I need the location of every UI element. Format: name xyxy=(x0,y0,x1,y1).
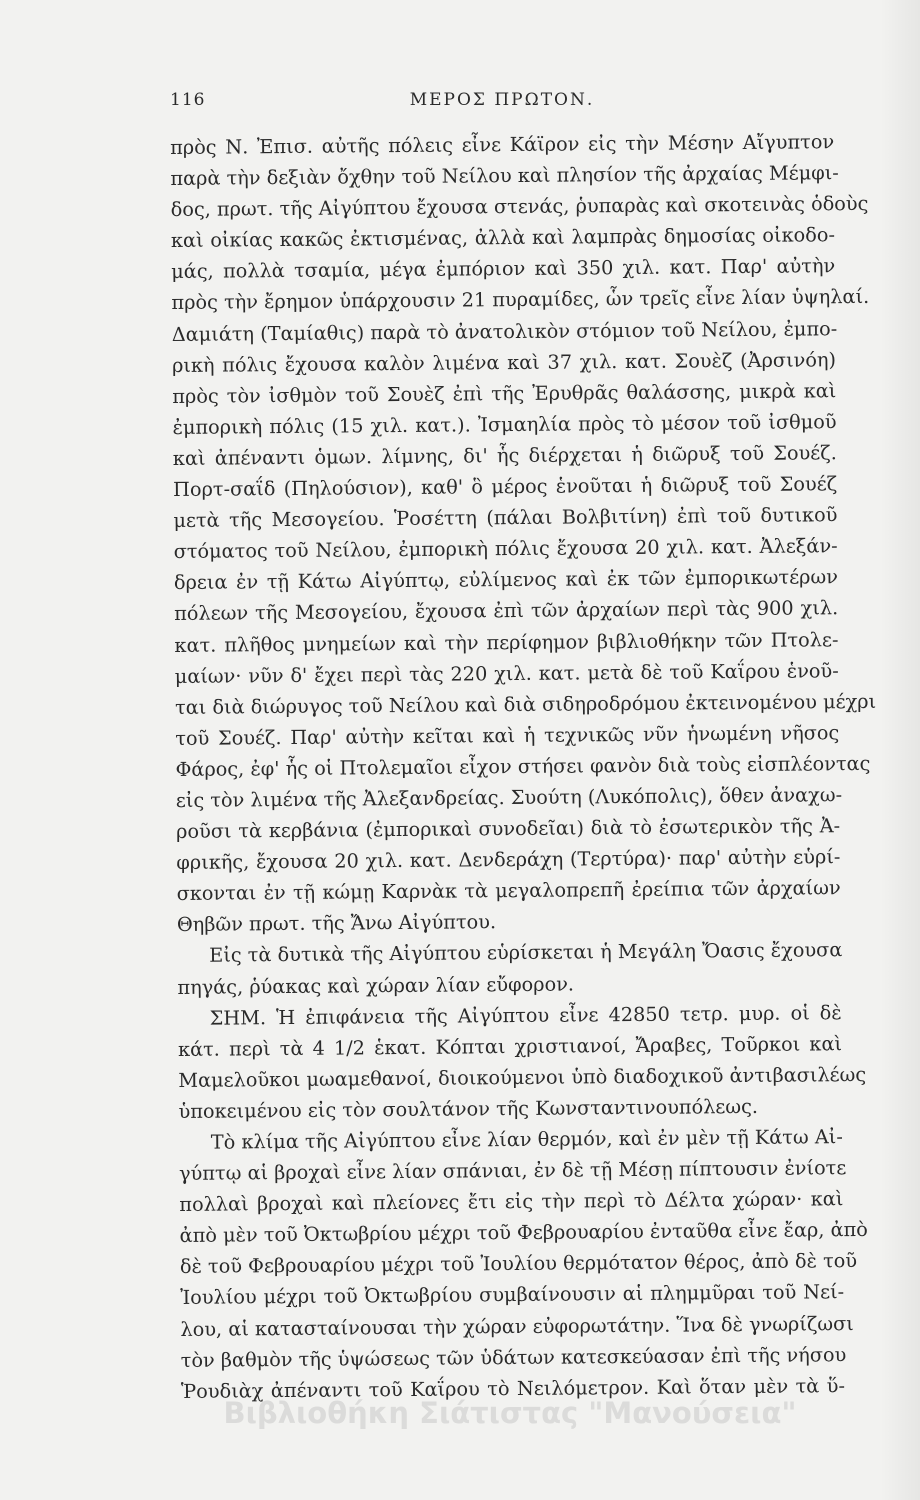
running-head: ΜΕΡΟΣ ΠΡΩΤΟΝ. xyxy=(409,90,595,110)
text-line: παρὰ τὴν δεξιὰν ὄχθην τοῦ Νείλου καὶ πλησίον τῆς ἀρχαίας Μέμφι- xyxy=(170,161,839,191)
text-line: δὲ τοῦ Φεβρουαρίου μέχρι τοῦ Ἰουλίου θερμότατον θέρος, ἀπὸ δὲ τοῦ xyxy=(179,1249,858,1279)
text-line: πρὸς Ν. Ἐπισ. αὐτῆς πόλεις εἶνε Κάϊρον εἰς τὴν Μέσην Αἴγυπτον xyxy=(170,130,835,159)
text-line: γύπτῳ αἱ βροχαὶ εἶνε λίαν σπάνιαι, ἐν δὲ τῇ Μέσῃ πίπτουσιν ἐνίοτε xyxy=(178,1156,847,1186)
text-line: σκονται ἐν τῇ κώμῃ Καρνὰκ τὰ μεγαλοπρεπῆ ἐρείπια τῶν ἀρχαίων xyxy=(176,876,841,906)
text-line: τὸν βαθμὸν τῆς ὑψώσεως τῶν ὑδάτων κατεσκεύασαν ἐπὶ τῆς νήσου xyxy=(180,1342,847,1372)
text-line: Εἰς τὰ δυτικὰ τῆς Αἰγύπτου εὑρίσκεται ἡ Μεγάλη Ὄασις ἔχουσα xyxy=(209,938,843,968)
text-line: ἐμπορικὴ πόλις (15 χιλ. κατ.). Ἰσμαηλία πρὸς τὸ μέσον τοῦ ἰσθμοῦ xyxy=(172,410,837,439)
text-line: κατ. πλῆθος μνημείων καὶ τὴν περίφημον βιβλιοθήκην τῶν Πτολε- xyxy=(174,627,839,657)
page-number: 116 xyxy=(170,90,206,110)
text-line: Φάρος, ἐφ' ἧς οἱ Πτολεμαῖοι εἶχον στήσει φανὸν διὰ τοὺς εἰσπλέοντας xyxy=(175,751,871,781)
text-line: Δαμιάτη (Ταμίαθις) παρὰ τὸ ἀνατολικὸν στόμιον τοῦ Νείλου, ἐμπο- xyxy=(171,316,838,346)
note-line: κάτ. περὶ τὰ 4 1/2 ἑκατ. Κόπται χριστιανοί, Ἄραβες, Τοῦρκοι καὶ xyxy=(177,1031,843,1061)
text-line: καὶ ἀπέναντι ὁμων. λίμνης, δι' ἧς διέρχεται ἡ διῶρυξ τοῦ Σουέζ. xyxy=(172,441,837,470)
page-header xyxy=(170,90,834,118)
text-line: Τὸ κλίμα τῆς Αἰγύπτου εἶνε λίαν θερμόν, καὶ ἐν μὲν τῇ Κάτω Αἰ- xyxy=(210,1125,843,1154)
text-line: Πορτ-σαΐδ (Πηλούσιον), καθ' ὃ μέρος ἑνοῦται ἡ διῶρυξ τοῦ Σουέζ xyxy=(173,472,838,502)
text-line: ρικὴ πόλις ἔχουσα καλὸν λιμένα καὶ 37 χιλ. κατ. Σουὲζ (Ἀρσινόη) xyxy=(171,347,837,377)
text-line: ται διὰ διώρυγος τοῦ Νείλου καὶ διὰ σιδηροδρόμου ἐκτεινομένου μέχρι xyxy=(174,689,877,719)
text-line: λου, αἱ κατασταίνουσαι τὴν χώραν εὐφορωτάτην. Ἵνα δὲ γνωρίζωσι xyxy=(180,1311,854,1341)
text-line: πρὸς τὸν ἰσθμὸν τοῦ Σουὲζ ἐπὶ τῆς Ἐρυθρᾶς θαλάσσης, μικρὰ καὶ xyxy=(172,378,837,408)
text-line: μάς, πολλὰ τσαμία, μέγα ἐμπόριον καὶ 350 χιλ. κατ. Παρ' αὐτὴν xyxy=(171,254,836,284)
text-line: δρεια ἐν τῇ Κάτω Αἰγύπτῳ, εὐλίμενος καὶ ἐκ τῶν ἐμπορικωτέρων xyxy=(173,565,839,595)
text-line: εἰς τὸν λιμένα τῆς Ἀλεξανδρείας. Συούτη (Λυκόπολις), ὅθεν ἀναχω- xyxy=(175,783,843,812)
text-line: πρὸς τὴν ἔρημον ὑπάρχουσιν 21 πυραμίδες, ὧν τρεῖς εἶνε λίαν ὑψηλαί. xyxy=(171,285,870,315)
library-watermark: Βιβλιοθήκη Σιάτιστας "Μανούσεια" xyxy=(223,1396,797,1430)
text-line: δος, πρωτ. τῆς Αἰγύπτου ἔχουσα στενάς, ῥυπαρὰς καὶ σκοτεινὰς ὁδοὺς xyxy=(170,192,869,222)
body-text xyxy=(170,126,877,1407)
text-line: μαίων· νῦν δ' ἔχει περὶ τὰς 220 χιλ. κατ. μετὰ δὲ τοῦ Καΐρου ἑνοῦ- xyxy=(174,658,839,688)
text-line: Ἰουλίου μέχρι τοῦ Ὀκτωβρίου συμβαίνουσιν αἱ πλημμῦραι τοῦ Νεί- xyxy=(180,1280,845,1310)
text-line: Θηβῶν πρωτ. τῆς Ἄνω Αἰγύπτου. xyxy=(176,910,497,937)
text-line: πόλεων τῆς Μεσογείου, ἔχουσα ἐπὶ τῶν ἀρχαίων περὶ τὰς 900 χιλ. xyxy=(174,596,839,626)
text-line: πολλαὶ βροχαὶ καὶ πλείονες ἔτι εἰς τὴν περὶ τὸ Δέλτα χώραν· καὶ xyxy=(179,1187,844,1217)
text-line: ἀπὸ μὲν τοῦ Ὀκτωβρίου μέχρι τοῦ Φεβρουαρίου ἐνταῦθα εἶνε ἔαρ, ἀπὸ xyxy=(179,1218,868,1248)
text-line: φρικῆς, ἔχουσα 20 χιλ. κατ. Δενδεράχη (Τερτύρα)· παρ' αὐτὴν εὑρί- xyxy=(176,845,841,875)
note-line: Μαμελοῦκοι μωαμεθανοί, διοικούμενοι ὑπὸ διαδοχικοῦ ἀντιβασιλέως xyxy=(178,1062,867,1092)
note-line: ΣΗΜ. Ἡ ἐπιφάνεια τῆς Αἰγύπτου εἶνε 42850 τετρ. μυρ. οἱ δὲ xyxy=(209,1000,842,1030)
note-line: ὑποκειμένου εἰς τὸν σουλτάνον τῆς Κωνσταντινουπόλεως. xyxy=(178,1094,759,1123)
text-line: στόματος τοῦ Νείλου, ἐμπορικὴ πόλις ἔχουσα 20 χιλ. κατ. Ἀλεξάν- xyxy=(173,534,838,564)
text-line: ροῦσι τὰ κερβάνια (ἐμπορικαὶ συνοδεῖαι) διὰ τὸ ἐσωτερικὸν τῆς Ἀ- xyxy=(176,814,841,844)
text-line: τοῦ Σουέζ. Παρ' αὐτὴν κεῖται καὶ ἡ τεχνικῶς νῦν ἡνωμένη νῆσος xyxy=(175,720,840,750)
text-line: Ῥουδιὰχ ἀπέναντι τοῦ Καΐρου τὸ Νειλόμετρον. Καὶ ὅταν μὲν τὰ ὕ- xyxy=(180,1373,846,1403)
text-line: πηγάς, ῥύακας καὶ χώραν λίαν εὔφορον. xyxy=(177,972,575,999)
text-line: καὶ οἰκίας κακῶς ἐκτισμένας, ἀλλὰ καὶ λαμπρὰς δημοσίας οἰκοδο- xyxy=(170,223,836,253)
text-line: μετὰ τῆς Μεσογείου. Ῥοσέττη (πάλαι Βολβιτίνη) ἐπὶ τοῦ δυτικοῦ xyxy=(173,503,838,533)
